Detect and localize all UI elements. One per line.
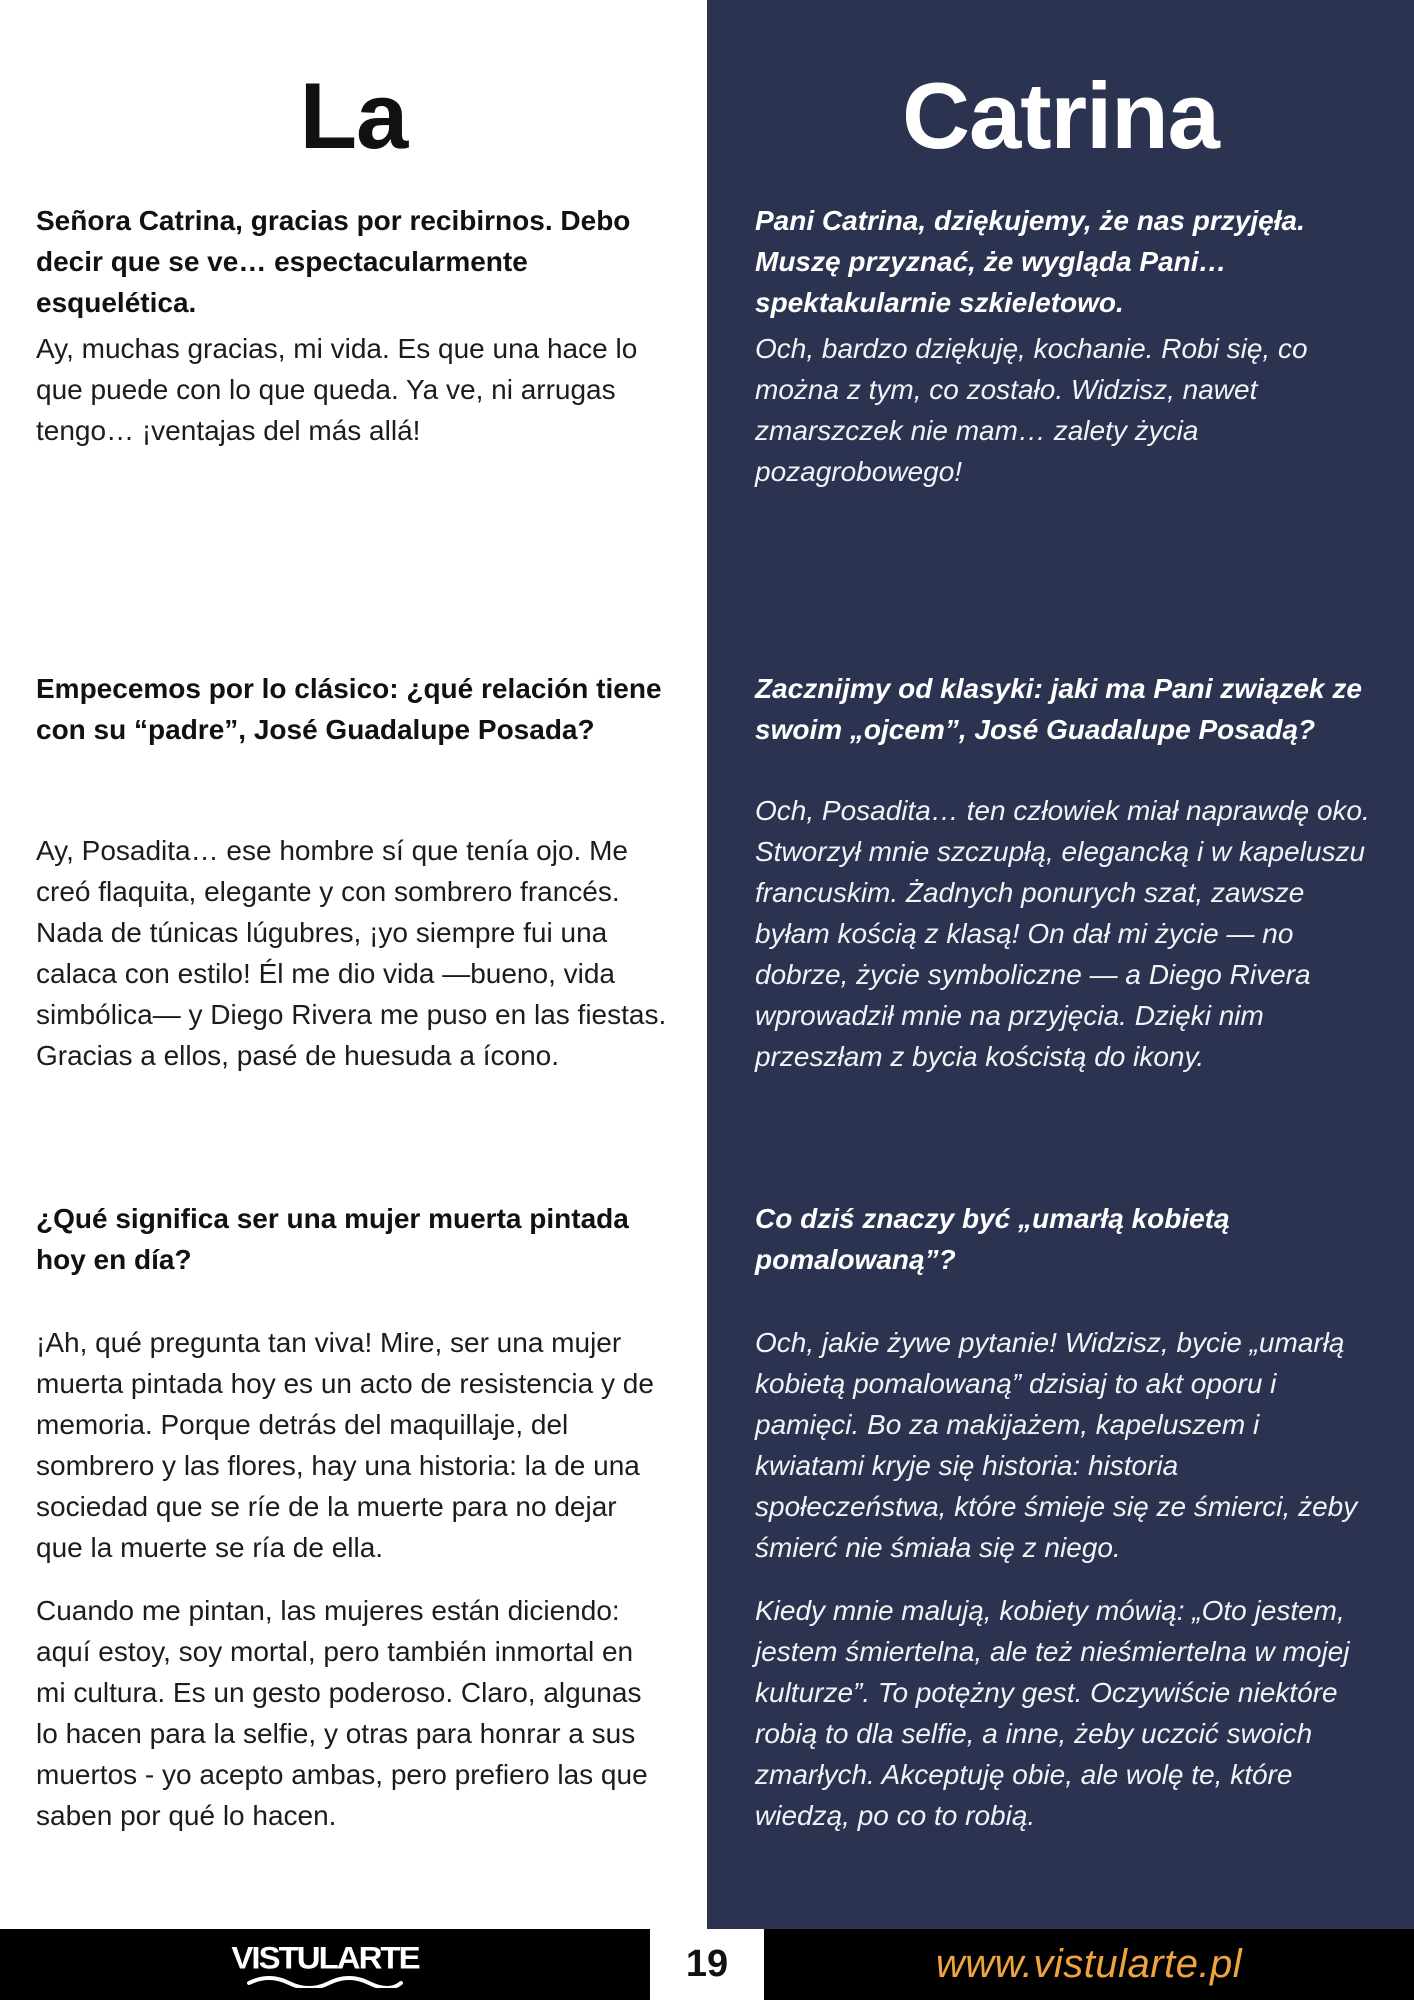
spanish-answer-2: Ay, Posadita… ese hombre sí que tenía ojo. Me creó flaquita, elegante y con sombrero francés. Nada de túnicas lúgubres, ¡yo siempre fui una calaca con estilo! Él me dio vida —bueno, vida simbólica— y Diego Rivera me puso en las fiestas. Gracias a ellos, pasé de huesuda a ícono. bbox=[36, 835, 667, 1071]
website-url-link[interactable]: www.vistularte.pl bbox=[935, 1942, 1243, 1986]
polish-question-2: Zacznijmy od klasyki: jaki ma Pani związek ze swoim „ojcem”, José Guadalupe Posadą? bbox=[755, 673, 1362, 745]
spanish-question-3: ¿Qué significa ser una mujer muerta pintada hoy en día? bbox=[36, 1203, 629, 1275]
spanish-question-2: Empecemos por lo clásico: ¿qué relación tiene con su “padre”, José Guadalupe Posada? bbox=[36, 673, 662, 745]
spanish-paragraph-4: Cuando me pintan, las mujeres están diciendo: aquí estoy, soy mortal, pero también inmortal en mi cultura. Es un gesto poderoso. Claro, algunas lo hacen para la selfie, y otras para honrar a sus muertos - yo acepto ambas, pero prefiero las que saben por qué lo hacen. bbox=[36, 1595, 648, 1831]
spanish-answer-3: ¡Ah, qué pregunta tan viva! Mire, ser una mujer muerta pintada hoy es un acto de resistencia y de memoria. Porque detrás del maquillaje, del sombrero y las flores, hay una historia: la de una sociedad que se ríe de la muerte para no dejar que la muerte se ría de ella. bbox=[36, 1327, 654, 1563]
page-title-catrina: Catrina bbox=[902, 63, 1219, 168]
vistularte-logo bbox=[231, 1941, 418, 1988]
polish-answer-3: Och, jakie żywe pytanie! Widzisz, bycie „umarłą kobietą pomalowaną” dzisiaj to akt oporu i pamięci. Bo za makijażem, kapeluszem i kwiatami kryje się historia: historia społeczeństwa, które śmieje się ze śmierci, żeby śmierć nie śmiała się z niego. bbox=[755, 1327, 1358, 1563]
page-number: 19 bbox=[685, 1943, 729, 1985]
spanish-question-1: Señora Catrina, gracias por recibirnos. Debo decir que se ve… espectacularmente esquelética. bbox=[36, 205, 631, 318]
logo-wave-icon bbox=[245, 1976, 405, 1988]
vistularte-logo-text: VISTULARTE bbox=[231, 1939, 419, 1976]
spanish-answer-1: Ay, muchas gracias, mi vida. Es que una hace lo que puede con lo que queda. Ya ve, ni arrugas tengo… ¡ventajas del más allá! bbox=[36, 333, 638, 446]
footer-right bbox=[764, 1929, 1414, 2000]
footer-bar bbox=[0, 1929, 1414, 2000]
polish-column bbox=[707, 0, 1414, 2000]
footer-left bbox=[0, 1929, 650, 2000]
page-number-box bbox=[650, 1929, 764, 2000]
polish-answer-2: Och, Posadita… ten człowiek miał naprawdę oko. Stworzył mnie szczupłą, elegancką i w kapeluszu francuskim. Żadnych ponurych szat, zawsze byłam kością z klasą! On dał mi życie — no dobrze, życie symboliczne — a Diego Rivera wprowadził mnie na przyjęcia. Dzięki nim przeszłam z bycia kościstą do ikony. bbox=[755, 795, 1370, 1072]
polish-paragraph-4: Kiedy mnie malują, kobiety mówią: „Oto jestem, jestem śmiertelna, ale też nieśmiertelna w mojej kulturze”. To potężny gest. Oczywiście niektóre robią to dla selfie, a inne, żeby uczcić swoich zmarłych. Akceptuję obie, ale wolę te, które wiedzą, po co to robią. bbox=[755, 1595, 1350, 1831]
polish-answer-1: Och, bardzo dziękuję, kochanie. Robi się, co można z tym, co zostało. Widzisz, nawet zmarszczek nie mam… zalety życia pozagrobowego! bbox=[755, 333, 1308, 487]
polish-question-3: Co dziś znaczy być „umarłą kobietą pomalowaną”? bbox=[755, 1203, 1230, 1275]
page-title-la: La bbox=[299, 63, 408, 168]
polish-question-1: Pani Catrina, dziękujemy, że nas przyjęła. Muszę przyznać, że wygląda Pani… spektakularnie szkieletowo. bbox=[755, 205, 1305, 318]
